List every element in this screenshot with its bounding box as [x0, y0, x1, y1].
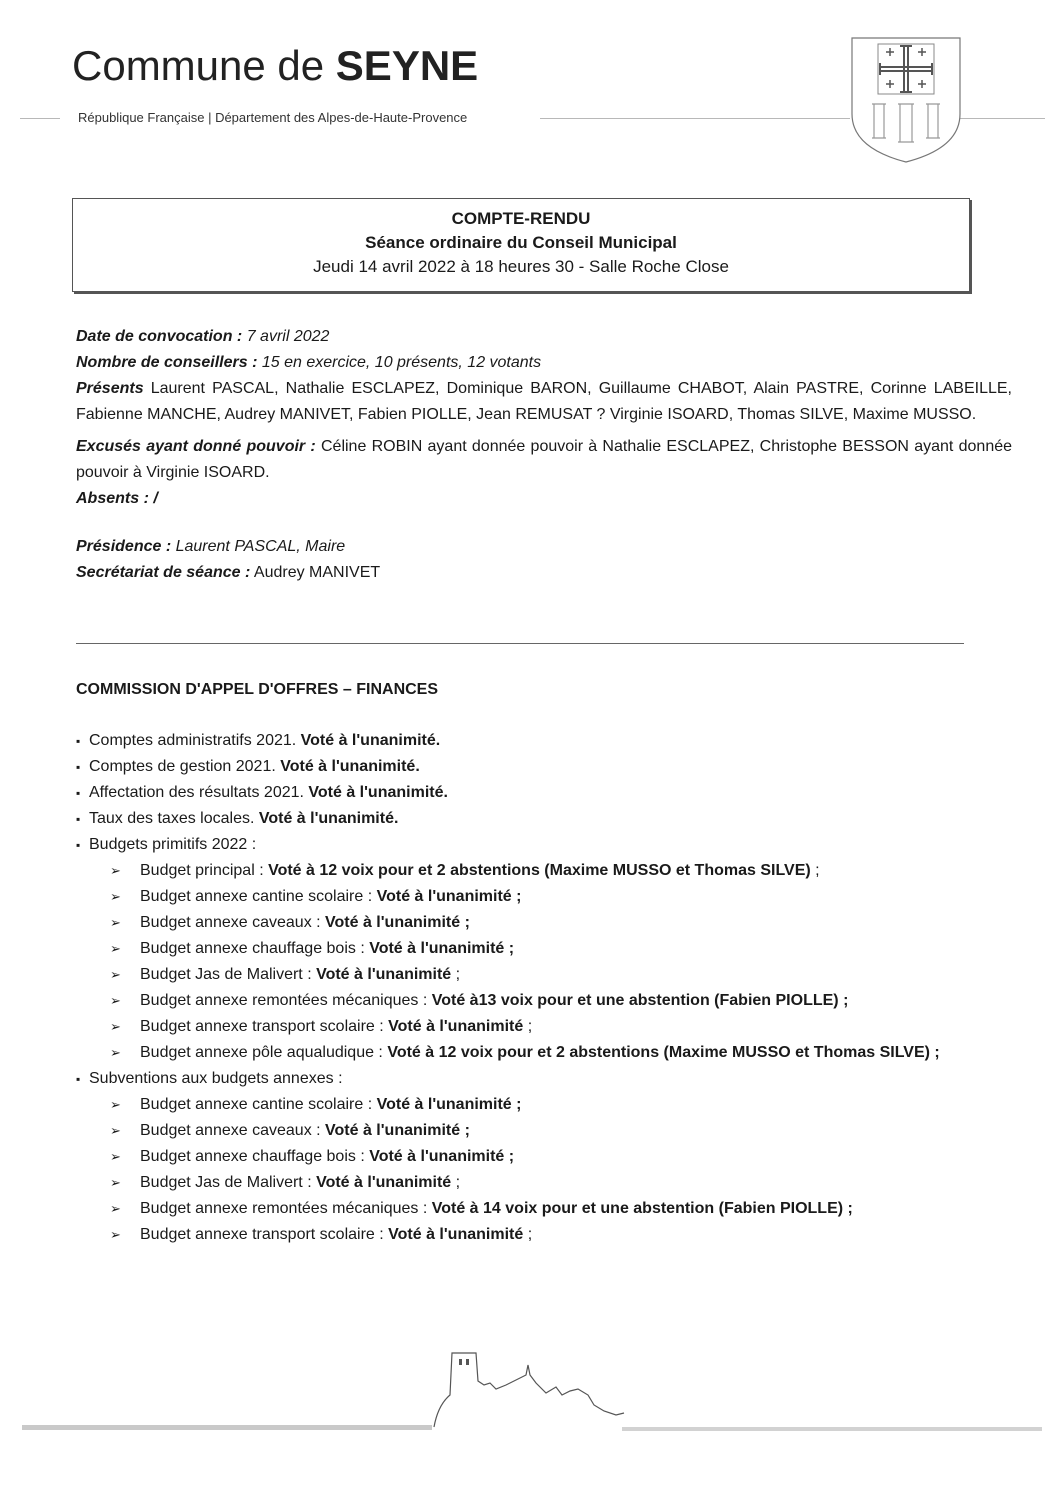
report-title: COMPTE-RENDU — [451, 209, 591, 228]
item-text: Budget annexe caveaux : — [140, 1122, 326, 1139]
item-text: Budget annexe chauffage bois : — [140, 940, 370, 957]
deliberations-list — [76, 728, 976, 1248]
budget-item-2 — [76, 910, 976, 936]
item-text: Budget annexe chauffage bois : — [140, 1148, 370, 1165]
item-text-block — [140, 1222, 976, 1248]
convocation-line — [76, 324, 1016, 350]
list-item-0 — [76, 728, 976, 754]
item-text: Budget annexe remontées mécaniques : — [140, 992, 432, 1009]
arrow-bullet-icon: ➢ — [110, 1019, 121, 1034]
arrow-bullet-icon: ➢ — [110, 993, 121, 1008]
item-text-block — [140, 884, 976, 910]
excuses-line — [76, 434, 1012, 486]
title-prefix: Commune de — [72, 42, 336, 89]
conseillers-label: Nombre de conseillers : — [76, 354, 258, 371]
footer-rule-left — [22, 1425, 432, 1430]
arrow-bullet-icon: ➢ — [110, 1201, 121, 1216]
item-text: Budget annexe cantine scolaire : — [140, 1096, 377, 1113]
subtitle-rule-left — [20, 118, 60, 119]
vote-result: Voté à l'unanimité — [388, 1226, 524, 1243]
meeting-info — [76, 324, 1016, 586]
item-text-block — [140, 936, 976, 962]
vote-result: Voté à l'unanimité. — [308, 784, 448, 801]
header-rule-right — [960, 118, 1045, 119]
list-item-2 — [76, 780, 976, 806]
presents-label: Présents — [76, 380, 144, 397]
title-name: SEYNE — [335, 42, 479, 89]
convocation-value: 7 avril 2022 — [242, 328, 330, 345]
report-header-box — [72, 198, 970, 292]
budget-item-7 — [76, 1040, 976, 1066]
subvention-item-5 — [76, 1222, 976, 1248]
presidence-value: Laurent PASCAL, Maire — [171, 538, 346, 555]
subtitle-rule-right — [540, 118, 850, 119]
item-text: Budget annexe cantine scolaire : — [140, 888, 377, 905]
budget-item-6 — [76, 1014, 976, 1040]
vote-result: Voté à l'unanimité ; — [369, 1148, 515, 1165]
vote-result: Voté à l'unanimité. — [258, 810, 399, 827]
item-text-block — [140, 1196, 976, 1222]
item-punctuation: ; — [451, 1174, 461, 1191]
vote-result: Voté à l'unanimité. — [300, 732, 441, 749]
vote-result: Voté à l'unanimité — [316, 966, 452, 983]
item-text-block — [140, 858, 976, 884]
vote-result: Voté à l'unanimité ; — [376, 888, 522, 905]
commune-title — [72, 38, 478, 94]
presidence-line — [76, 534, 1016, 560]
vote-result: Voté à l'unanimité — [316, 1174, 452, 1191]
village-skyline-icon — [428, 1345, 628, 1430]
section-divider — [76, 643, 964, 644]
item-text-block — [140, 1014, 976, 1040]
arrow-bullet-icon: ➢ — [110, 1149, 121, 1164]
absents-line — [76, 486, 1016, 512]
convocation-label: Date de convocation : — [76, 328, 243, 345]
budget-item-3 — [76, 936, 976, 962]
item-text-block — [140, 1170, 976, 1196]
presents-line — [76, 376, 1012, 428]
vote-result: Voté à 12 voix pour et 2 abstentions (Maxime MUSSO et Thomas SILVE) — [268, 862, 811, 879]
item-text: Taux des taxes locales. — [89, 810, 259, 827]
vote-result: Voté à13 voix pour et une abstention (Fabien PIOLLE) ; — [431, 992, 849, 1009]
arrow-bullet-icon: ➢ — [110, 889, 121, 904]
arrow-bullet-icon: ➢ — [110, 941, 121, 956]
subtitle-row — [20, 108, 850, 128]
subventions-label: Subventions aux budgets annexes : — [89, 1070, 343, 1087]
list-item-subventions — [76, 1066, 976, 1092]
footer-rule-right — [622, 1427, 1042, 1431]
vote-result: Voté à l'unanimité ; — [325, 914, 470, 931]
item-text: Budget annexe transport scolaire : — [140, 1226, 389, 1243]
item-punctuation: ; — [451, 966, 461, 983]
subvention-item-2 — [76, 1144, 976, 1170]
list-item-3 — [76, 806, 976, 832]
conseillers-line — [76, 350, 1016, 376]
item-text: Budget annexe caveaux : — [140, 914, 326, 931]
report-date-place: Jeudi 14 avril 2022 à 18 heures 30 - Salle Roche Close — [313, 257, 729, 276]
arrow-bullet-icon: ➢ — [110, 1175, 121, 1190]
vote-result: Voté à 14 voix pour et une abstention (Fabien PIOLLE) ; — [431, 1200, 853, 1217]
item-text-block — [140, 910, 976, 936]
item-text: Budget Jas de Malivert : — [140, 1174, 317, 1191]
subvention-item-1 — [76, 1118, 976, 1144]
arrow-bullet-icon: ➢ — [110, 863, 121, 878]
item-text: Budgets primitifs 2022 : — [89, 836, 257, 853]
arrow-bullet-icon: ➢ — [110, 1227, 121, 1242]
presents-value: Laurent PASCAL, Nathalie ESCLAPEZ, Dominique BARON, Guillaume CHABOT, Alain PASTRE, Corinne LABEILLE, Fabienne MANCHE, Audrey MANIVET, Fabien PIOLLE, Jean REMUSAT ? Virginie ISOARD, Thomas SILVE, Maxime MUSSO. — [76, 380, 1012, 423]
item-text: Budget Jas de Malivert : — [140, 966, 317, 983]
excuses-value: Céline ROBIN ayant donnée pouvoir à Nathalie ESCLAPEZ, Christophe BESSON ayant donnée pouvoir à Virginie ISOARD. — [76, 438, 1013, 481]
budget-item-4 — [76, 962, 976, 988]
item-punctuation: ; — [810, 862, 820, 879]
absents-label: Absents : / — [76, 490, 158, 507]
item-text-block — [140, 988, 976, 1014]
secretariat-value: Audrey MANIVET — [250, 564, 381, 581]
item-punctuation: ; — [523, 1226, 533, 1243]
item-text: Comptes de gestion 2021. — [89, 758, 281, 775]
list-item-1 — [76, 754, 976, 780]
coat-of-arms-icon — [848, 32, 964, 166]
vote-result: Voté à l'unanimité ; — [376, 1096, 522, 1113]
vote-result: Voté à l'unanimité ; — [325, 1122, 470, 1139]
vote-result: Voté à l'unanimité ; — [369, 940, 515, 957]
presidence-label: Présidence : — [76, 538, 172, 555]
subvention-item-4 — [76, 1196, 976, 1222]
vote-result: Voté à l'unanimité. — [280, 758, 420, 775]
item-text-block — [140, 1144, 976, 1170]
item-punctuation: ; — [523, 1018, 533, 1035]
list-item-4 — [76, 832, 976, 858]
excuses-label: Excusés ayant donné pouvoir : — [76, 438, 316, 455]
item-text-block — [140, 962, 976, 988]
vote-result: Voté à 12 voix pour et 2 abstentions (Maxime MUSSO et Thomas SILVE) ; — [387, 1044, 940, 1061]
item-text-block — [140, 1040, 976, 1066]
arrow-bullet-icon: ➢ — [110, 915, 121, 930]
budget-item-1 — [76, 884, 976, 910]
arrow-bullet-icon: ➢ — [110, 1045, 121, 1060]
budget-item-0 — [76, 858, 976, 884]
item-text: Budget annexe remontées mécaniques : — [140, 1200, 432, 1217]
item-text-block — [140, 1118, 976, 1144]
subtitle-text: République Française | Département des Alpes-de-Haute-Provence — [72, 108, 473, 128]
arrow-bullet-icon: ➢ — [110, 1097, 121, 1112]
subvention-item-3 — [76, 1170, 976, 1196]
item-text: Affectation des résultats 2021. — [89, 784, 309, 801]
section-title: COMMISSION D'APPEL D'OFFRES – FINANCES — [76, 681, 439, 698]
secretariat-label: Secrétariat de séance : — [76, 564, 251, 581]
budget-item-5 — [76, 988, 976, 1014]
item-text: Comptes administratifs 2021. — [89, 732, 301, 749]
report-session: Séance ordinaire du Conseil Municipal — [365, 233, 677, 252]
conseillers-value: 15 en exercice, 10 présents, 12 votants — [257, 354, 542, 371]
arrow-bullet-icon: ➢ — [110, 967, 121, 982]
item-text-block — [140, 1092, 976, 1118]
item-text: Budget annexe transport scolaire : — [140, 1018, 389, 1035]
item-text: Budget principal : — [140, 862, 269, 879]
subvention-item-0 — [76, 1092, 976, 1118]
vote-result: Voté à l'unanimité — [388, 1018, 524, 1035]
arrow-bullet-icon: ➢ — [110, 1123, 121, 1138]
item-text: Budget annexe pôle aqualudique : — [140, 1044, 388, 1061]
secretariat-line — [76, 560, 1016, 586]
